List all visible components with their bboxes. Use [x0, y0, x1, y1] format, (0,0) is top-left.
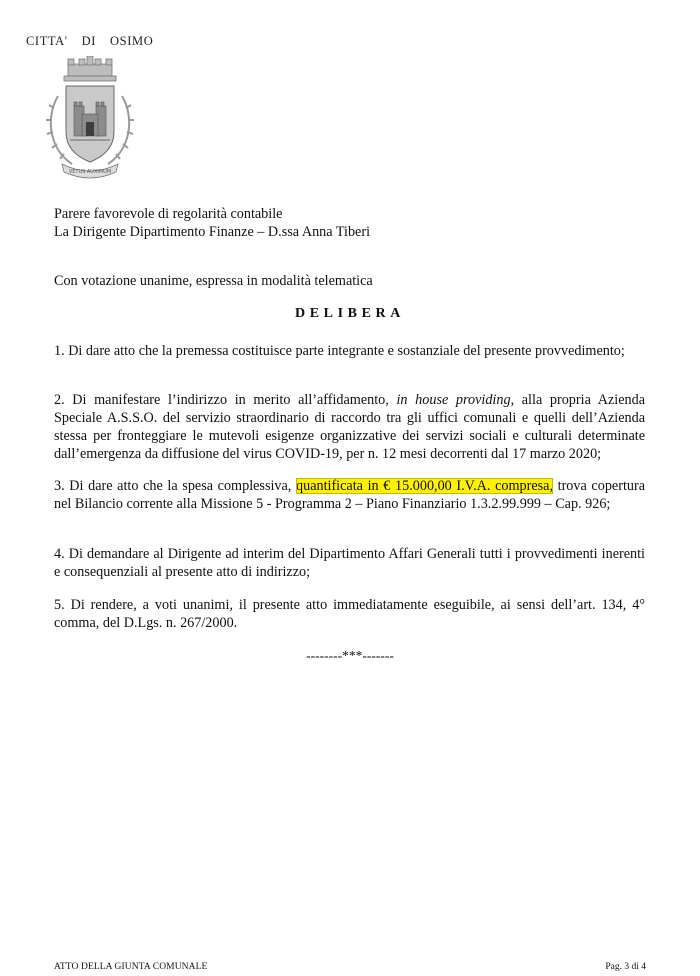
resolution-item-2 [54, 391, 645, 463]
city-word: CITTA' [26, 34, 68, 48]
item-3-text-end: trova copertura nel Bilancio corrente alla Missione 5 - Programma 2 – Piano Finanziario 1.3.2.99.999 – Cap. 926; [54, 478, 645, 512]
accounting-approval [54, 205, 370, 241]
item-2-text-start: 2. Di manifestare l’indirizzo in merito all’affidamento, [54, 392, 397, 408]
highlighted-amount: quantificata in € 15.000,00 I.V.A. compresa, [296, 478, 553, 494]
city-word: OSIMO [110, 34, 154, 48]
item-2-text-end: , alla propria Azienda Speciale A.S.S.O. del servizio straordinario di raccordo tra gli uffici comunali e quelli dell’Azienda stessa per fronteggiare le mutevoli esigenze organizzative dei servizi sociali e culturali determinate dall’emergenza da diffusione del virus COVID-19, per n. 12 mesi decorrenti dal 17 marzo 2020; [54, 392, 645, 462]
crest-motto: VETUS AUXIMUM [68, 169, 112, 175]
vote-statement: Con votazione unanime, espressa in modalità telematica [54, 273, 373, 289]
resolution-item-3 [54, 477, 645, 513]
approval-line: Parere favorevole di regolarità contabile [54, 206, 283, 222]
city-header [26, 34, 167, 49]
footer-page-number: Pag. 3 di 4 [605, 962, 646, 972]
coat-of-arms-logo [44, 56, 136, 184]
approval-signatory: La Dirigente Dipartimento Finanze – D.ssa Anna Tiberi [54, 224, 371, 240]
delibera-heading: DELIBERA [295, 306, 405, 321]
footer-document-type: ATTO DELLA GIUNTA COMUNALE [54, 962, 208, 972]
city-word: DI [81, 34, 97, 48]
resolution-item-4: 4. Di demandare al Dirigente ad interim del Dipartimento Affari Generali tutti i provvedimenti inerenti e consequenziali al presente atto di indirizzo; [54, 546, 645, 580]
item-3-text-start: 3. Di dare atto che la spesa complessiva, [54, 478, 296, 494]
resolution-item-1: 1. Di dare atto che la premessa costituisce parte integrante e sostanziale del presente provvedimento; [54, 343, 625, 359]
resolution-item-5: 5. Di rendere, a voti unanimi, il presente atto immediatamente eseguibile, ai sensi dell’art. 134, 4° comma, del D.Lgs. n. 267/2000. [54, 597, 645, 631]
separator: --------***------- [306, 648, 394, 663]
item-2-italic: in house providing [396, 392, 511, 408]
